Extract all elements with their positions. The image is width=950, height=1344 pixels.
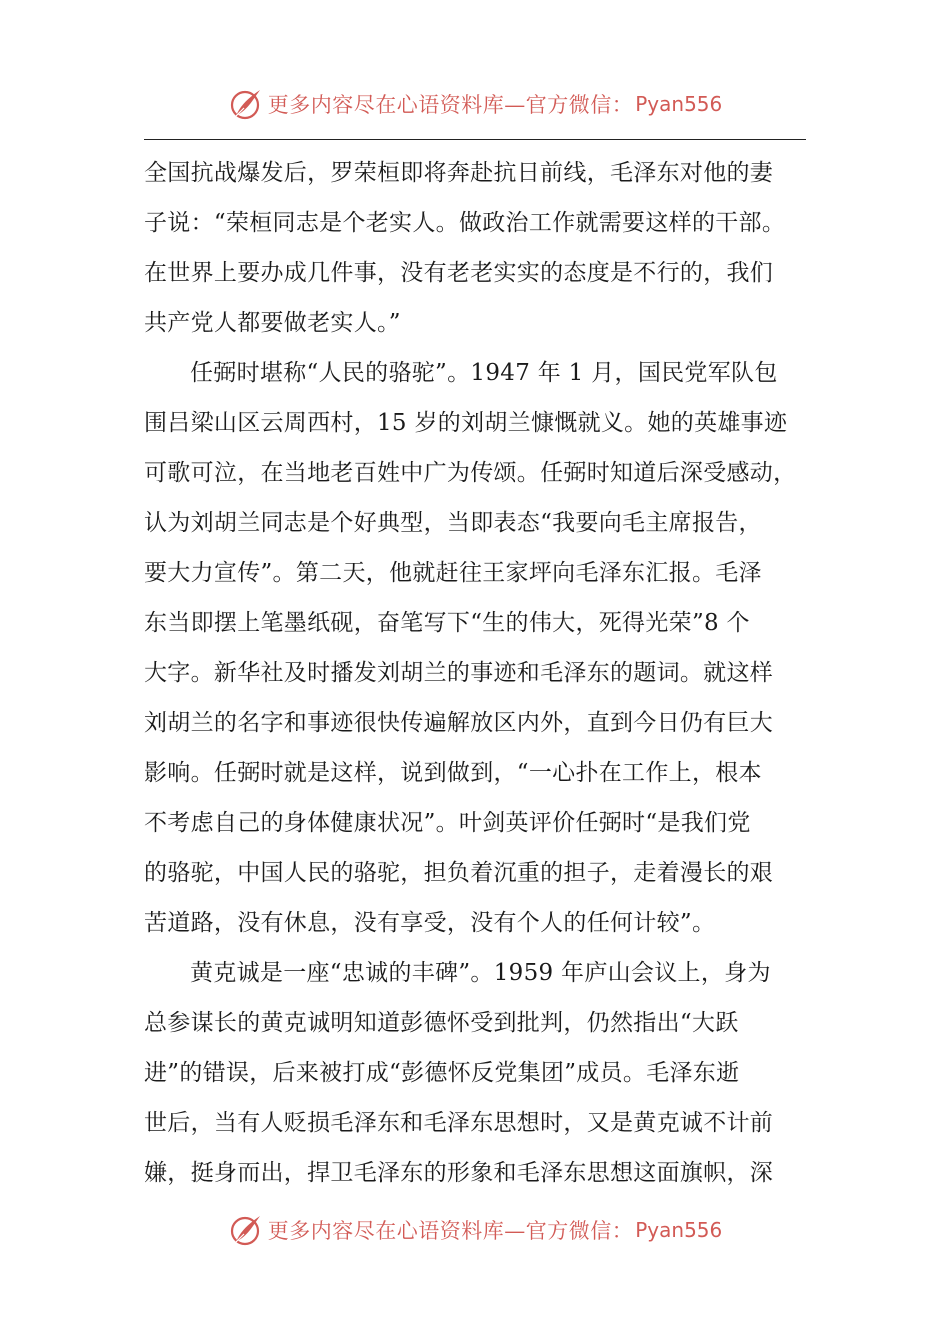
quill-logo-icon (228, 86, 264, 122)
banner-text: 更多内容尽在心语资料库—官方微信： (267, 1219, 634, 1243)
text-line: 大字。新华社及时播发刘胡兰的事迹和毛泽东的题词。就这样 (144, 660, 774, 686)
wechat-id: Pyan556 (635, 92, 723, 116)
header-banner (0, 84, 950, 124)
text-line: 全国抗战爆发后，罗荣桓即将奔赴抗日前线，毛泽东对他的妻 (144, 160, 774, 186)
text-line: 要大力宣传”。第二天，他就赶往王家坪向毛泽东汇报。毛泽 (144, 560, 762, 586)
text-line: 黄克诚是一座“忠诚的丰碑”。1959 年庐山会议上，身为 (190, 960, 771, 986)
text-line: 刘胡兰的名字和事迹很快传遍解放区内外，直到今日仍有巨大 (144, 710, 774, 736)
text-line: 影响。任弼时就是这样，说到做到，“一心扑在工作上，根本 (144, 760, 762, 786)
text-line: 认为刘胡兰同志是个好典型，当即表态“我要向毛主席报告， (144, 510, 762, 536)
banner-text: 更多内容尽在心语资料库—官方微信： (267, 93, 634, 117)
text-line: 可歌可泣，在当地老百姓中广为传颂。任弼时知道后深受感动， (144, 460, 797, 486)
text-line: 嫌，挺身而出，捍卫毛泽东的形象和毛泽东思想这面旗帜，深 (144, 1160, 774, 1186)
header-divider (144, 139, 806, 140)
text-line: 世后，当有人贬损毛泽东和毛泽东思想时，又是黄克诚不计前 (144, 1110, 774, 1136)
text-line: 苦道路，没有休息，没有享受，没有个人的任何计较”。 (144, 910, 716, 936)
footer-banner (0, 1210, 950, 1250)
text-line: 围吕梁山区云周西村，15 岁的刘胡兰慷慨就义。她的英雄事迹 (144, 410, 788, 436)
quill-logo-icon (228, 1212, 264, 1248)
text-line: 进”的错误，后来被打成“彭德怀反党集团”成员。毛泽东逝 (144, 1060, 740, 1086)
text-line: 东当即摆上笔墨纸砚，奋笔写下“生的伟大，死得光荣”8 个 (144, 610, 750, 636)
text-line: 总参谋长的黄克诚明知道彭德怀受到批判，仍然指出“大跃 (144, 1010, 739, 1036)
wechat-id: Pyan556 (635, 1218, 723, 1242)
text-line: 不考虑自己的身体健康状况”。叶剑英评价任弼时“是我们党 (144, 810, 751, 836)
text-line: 在世界上要办成几件事，没有老老实实的态度是不行的，我们 (144, 260, 774, 286)
text-line: 共产党人都要做老实人。” (144, 310, 401, 336)
text-line: 任弼时堪称“人民的骆驼”。1947 年 1 月，国民党军队包 (190, 360, 778, 386)
document-body (144, 148, 806, 1198)
text-line: 的骆驼，中国人民的骆驼，担负着沉重的担子，走着漫长的艰 (144, 860, 774, 886)
text-line: 子说：“荣桓同志是个老实人。做政治工作就需要这样的干部。 (144, 210, 786, 236)
